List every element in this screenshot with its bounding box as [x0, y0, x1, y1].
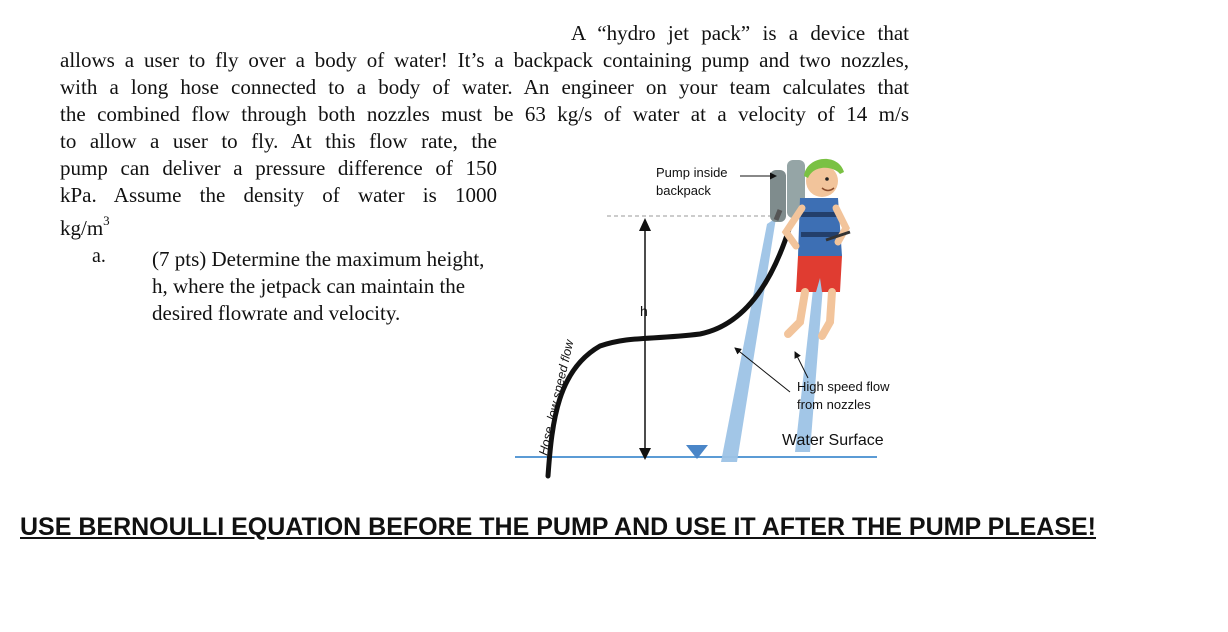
nozzle-label-line-1: High speed flow [797, 379, 890, 394]
part-a-label: a. [92, 245, 106, 267]
density-exponent: 3 [103, 213, 110, 228]
part-a-line-3: desired flowrate and velocity. [152, 301, 401, 325]
pump-label-line-1: Pump inside [656, 165, 728, 180]
pump-label-line-2: backpack [656, 183, 711, 198]
left-jet-stream [721, 218, 776, 462]
pump-label [656, 164, 728, 200]
problem-line-5: to allow a user to fly. At this flow rate, the [60, 129, 497, 153]
height-arrow-top [639, 218, 651, 231]
density-units: kg/m [60, 216, 104, 240]
problem-line-3: with a long hose connected to a body of water. An engineer on your team calculates that [60, 75, 909, 99]
rider-right-leg [822, 292, 832, 336]
water-surface-label: Water Surface [782, 432, 884, 449]
part-a-line-1: (7 pts) Determine the maximum height, [152, 247, 485, 271]
nozzle-label-line-2: from nozzles [797, 397, 871, 412]
problem-line-2: allows a user to fly over a body of water! It’s a backpack containing pump and two nozzles, [60, 48, 909, 72]
height-label: h [640, 303, 648, 319]
part-a-line-2: h, where the jetpack can maintain the [152, 274, 466, 298]
problem-line-4: the combined flow through both nozzles must be 63 kg/s of water at a velocity of 14 m/s [60, 102, 909, 126]
height-arrow-bottom [639, 448, 651, 460]
bernoulli-instruction: USE BERNOULLI EQUATION BEFORE THE PUMP AND USE IT AFTER THE PUMP PLEASE! [20, 513, 1097, 541]
rider-left-leg [788, 292, 805, 334]
problem-line-1: A “hydro jet pack” is a device that [571, 21, 909, 45]
problem-line-7: kPa. Assume the density of water is 1000 [60, 183, 497, 207]
vest-strap-1 [801, 212, 839, 217]
rider-eye [825, 177, 829, 181]
problem-line-6: pump can deliver a pressure difference of 150 [60, 156, 497, 180]
hose-label: Hose, low speed flow [536, 338, 577, 457]
nozzle-flow-label [797, 378, 890, 414]
